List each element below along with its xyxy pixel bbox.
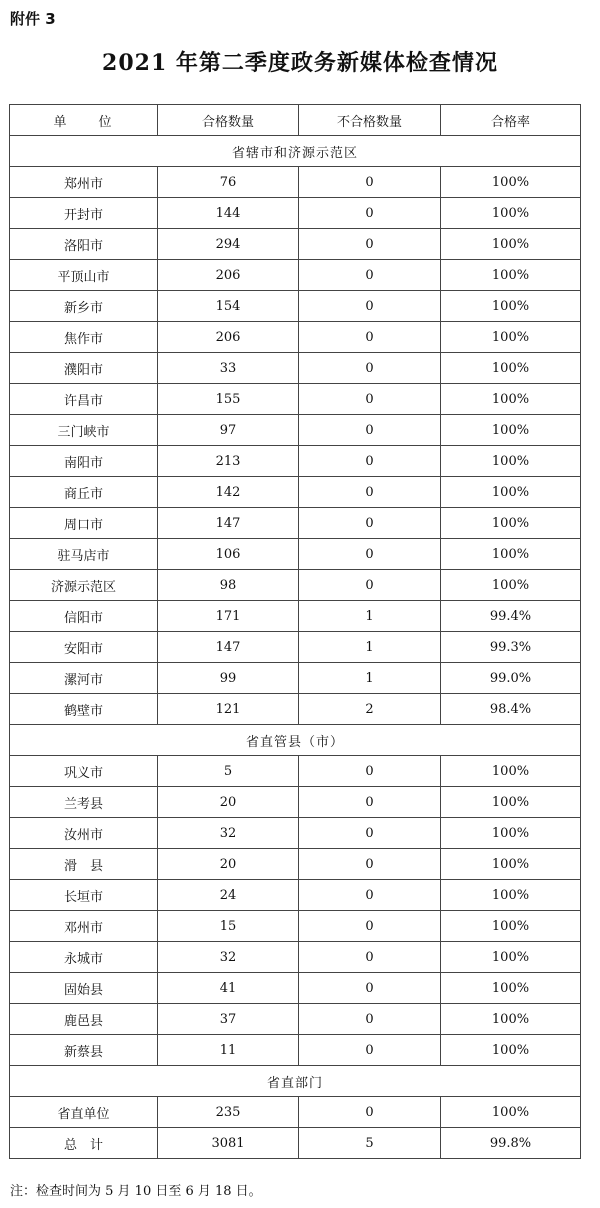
cell-unqualified-count: 0 [299, 880, 441, 911]
cell-unit: 鹿邑县 [10, 1004, 158, 1035]
header-unqualified-count: 不合格数量 [299, 105, 441, 136]
table-row [10, 756, 581, 787]
cell-pass-rate: 100% [441, 446, 581, 477]
header-row [10, 105, 581, 136]
cell-qualified-count: 99 [158, 663, 299, 694]
cell-unit: 信阳市 [10, 601, 158, 632]
section-title: 省辖市和济源示范区 [10, 136, 581, 167]
cell-pass-rate: 100% [441, 849, 581, 880]
table-body [10, 136, 581, 1159]
cell-unit: 濮阳市 [10, 353, 158, 384]
cell-unit: 固始县 [10, 973, 158, 1004]
section-row [10, 1066, 581, 1097]
cell-qualified-count: 32 [158, 818, 299, 849]
cell-unit: 省直单位 [10, 1097, 158, 1128]
cell-qualified-count: 147 [158, 632, 299, 663]
cell-pass-rate: 98.4% [441, 694, 581, 725]
cell-unit: 汝州市 [10, 818, 158, 849]
cell-unqualified-count: 0 [299, 539, 441, 570]
cell-unqualified-count: 0 [299, 1004, 441, 1035]
cell-pass-rate: 100% [441, 229, 581, 260]
cell-pass-rate: 100% [441, 880, 581, 911]
cell-unit: 郑州市 [10, 167, 158, 198]
table-row [10, 198, 581, 229]
cell-unqualified-count: 0 [299, 570, 441, 601]
cell-unqualified-count: 0 [299, 1035, 441, 1066]
cell-unqualified-count: 0 [299, 260, 441, 291]
cell-unit: 商丘市 [10, 477, 158, 508]
section-title: 省直管县（市） [10, 725, 581, 756]
cell-unqualified-count: 0 [299, 446, 441, 477]
cell-pass-rate: 100% [441, 570, 581, 601]
cell-pass-rate: 100% [441, 198, 581, 229]
footnote: 注：检查时间为 5 月 10 日至 6 月 18 日。 [10, 1184, 262, 1199]
table-row [10, 973, 581, 1004]
table-row [10, 353, 581, 384]
cell-unqualified-count: 0 [299, 942, 441, 973]
cell-pass-rate: 100% [441, 167, 581, 198]
cell-unit: 安阳市 [10, 632, 158, 663]
cell-unqualified-count: 0 [299, 849, 441, 880]
table-row [10, 942, 581, 973]
cell-pass-rate: 100% [441, 911, 581, 942]
cell-unqualified-count: 1 [299, 601, 441, 632]
cell-pass-rate: 99.0% [441, 663, 581, 694]
inspection-table [9, 104, 581, 1159]
cell-qualified-count: 144 [158, 198, 299, 229]
cell-unit: 济源示范区 [10, 570, 158, 601]
page-title: 2021 年第二季度政务新媒体检查情况 [102, 50, 498, 76]
table-row [10, 570, 581, 601]
cell-unit: 焦作市 [10, 322, 158, 353]
table-row [10, 849, 581, 880]
cell-unit: 永城市 [10, 942, 158, 973]
cell-qualified-count: 24 [158, 880, 299, 911]
cell-pass-rate: 99.4% [441, 601, 581, 632]
cell-unqualified-count: 1 [299, 663, 441, 694]
cell-unit: 开封市 [10, 198, 158, 229]
cell-unqualified-count: 0 [299, 477, 441, 508]
cell-pass-rate: 100% [441, 322, 581, 353]
cell-unqualified-count: 0 [299, 818, 441, 849]
cell-unit: 长垣市 [10, 880, 158, 911]
table-row [10, 322, 581, 353]
cell-unit: 滑 县 [10, 849, 158, 880]
cell-unqualified-count: 0 [299, 229, 441, 260]
table-row [10, 1097, 581, 1128]
total-row [10, 1128, 581, 1159]
cell-qualified-count: 20 [158, 849, 299, 880]
cell-qualified-count: 41 [158, 973, 299, 1004]
cell-pass-rate: 100% [441, 756, 581, 787]
cell-pass-rate: 99.3% [441, 632, 581, 663]
cell-unqualified-count: 0 [299, 322, 441, 353]
cell-unit: 新蔡县 [10, 1035, 158, 1066]
cell-unqualified-count: 0 [299, 911, 441, 942]
section-title: 省直部门 [10, 1066, 581, 1097]
cell-pass-rate: 100% [441, 291, 581, 322]
total-cell-unit: 总 计 [10, 1128, 158, 1159]
cell-qualified-count: 206 [158, 260, 299, 291]
cell-qualified-count: 171 [158, 601, 299, 632]
table-row [10, 1004, 581, 1035]
cell-pass-rate: 100% [441, 508, 581, 539]
section-row [10, 725, 581, 756]
cell-pass-rate: 100% [441, 415, 581, 446]
cell-unit: 巩义市 [10, 756, 158, 787]
cell-qualified-count: 15 [158, 911, 299, 942]
cell-unqualified-count: 0 [299, 353, 441, 384]
cell-pass-rate: 100% [441, 818, 581, 849]
table-row [10, 911, 581, 942]
cell-qualified-count: 76 [158, 167, 299, 198]
cell-unit: 兰考县 [10, 787, 158, 818]
table-row [10, 291, 581, 322]
cell-unqualified-count: 0 [299, 756, 441, 787]
cell-qualified-count: 154 [158, 291, 299, 322]
header-qualified-count: 合格数量 [158, 105, 299, 136]
table-row [10, 787, 581, 818]
table-row [10, 446, 581, 477]
cell-unit: 平顶山市 [10, 260, 158, 291]
table-row [10, 601, 581, 632]
cell-qualified-count: 142 [158, 477, 299, 508]
cell-pass-rate: 100% [441, 539, 581, 570]
cell-pass-rate: 100% [441, 787, 581, 818]
cell-unqualified-count: 0 [299, 787, 441, 818]
cell-unit: 周口市 [10, 508, 158, 539]
cell-unit: 洛阳市 [10, 229, 158, 260]
cell-unqualified-count: 0 [299, 167, 441, 198]
table-row [10, 539, 581, 570]
cell-unqualified-count: 1 [299, 632, 441, 663]
table-row [10, 229, 581, 260]
cell-unit: 漯河市 [10, 663, 158, 694]
table-row [10, 818, 581, 849]
cell-qualified-count: 5 [158, 756, 299, 787]
cell-qualified-count: 32 [158, 942, 299, 973]
table-row [10, 415, 581, 446]
cell-unqualified-count: 0 [299, 291, 441, 322]
table-row [10, 477, 581, 508]
cell-qualified-count: 235 [158, 1097, 299, 1128]
header-unit: 单 位 [10, 105, 158, 136]
cell-qualified-count: 206 [158, 322, 299, 353]
table-row [10, 384, 581, 415]
cell-qualified-count: 11 [158, 1035, 299, 1066]
cell-qualified-count: 33 [158, 353, 299, 384]
table-row [10, 508, 581, 539]
cell-qualified-count: 98 [158, 570, 299, 601]
cell-unit: 南阳市 [10, 446, 158, 477]
cell-qualified-count: 294 [158, 229, 299, 260]
cell-unit: 新乡市 [10, 291, 158, 322]
table-row [10, 260, 581, 291]
cell-pass-rate: 100% [441, 353, 581, 384]
cell-qualified-count: 147 [158, 508, 299, 539]
cell-pass-rate: 100% [441, 1097, 581, 1128]
table-row [10, 663, 581, 694]
table-row [10, 167, 581, 198]
cell-qualified-count: 213 [158, 446, 299, 477]
cell-qualified-count: 155 [158, 384, 299, 415]
table-row [10, 1035, 581, 1066]
cell-qualified-count: 37 [158, 1004, 299, 1035]
total-cell-unqualified-count: 5 [299, 1128, 441, 1159]
cell-qualified-count: 20 [158, 787, 299, 818]
cell-unit: 许昌市 [10, 384, 158, 415]
cell-pass-rate: 100% [441, 1004, 581, 1035]
cell-unit: 驻马店市 [10, 539, 158, 570]
cell-unit: 三门峡市 [10, 415, 158, 446]
cell-pass-rate: 100% [441, 942, 581, 973]
cell-pass-rate: 100% [441, 384, 581, 415]
cell-pass-rate: 100% [441, 973, 581, 1004]
section-row [10, 136, 581, 167]
cell-pass-rate: 100% [441, 1035, 581, 1066]
cell-qualified-count: 106 [158, 539, 299, 570]
cell-unit: 鹤壁市 [10, 694, 158, 725]
header-pass-rate: 合格率 [441, 105, 581, 136]
table-row [10, 632, 581, 663]
cell-unqualified-count: 0 [299, 415, 441, 446]
cell-qualified-count: 121 [158, 694, 299, 725]
cell-unqualified-count: 2 [299, 694, 441, 725]
cell-unqualified-count: 0 [299, 384, 441, 415]
cell-qualified-count: 97 [158, 415, 299, 446]
cell-unqualified-count: 0 [299, 198, 441, 229]
cell-unqualified-count: 0 [299, 973, 441, 1004]
total-cell-qualified-count: 3081 [158, 1128, 299, 1159]
total-cell-pass-rate: 99.8% [441, 1128, 581, 1159]
table-row [10, 694, 581, 725]
cell-unit: 邓州市 [10, 911, 158, 942]
table-row [10, 880, 581, 911]
attachment-label: 附件 3 [10, 10, 56, 28]
cell-pass-rate: 100% [441, 477, 581, 508]
cell-pass-rate: 100% [441, 260, 581, 291]
cell-unqualified-count: 0 [299, 1097, 441, 1128]
cell-unqualified-count: 0 [299, 508, 441, 539]
